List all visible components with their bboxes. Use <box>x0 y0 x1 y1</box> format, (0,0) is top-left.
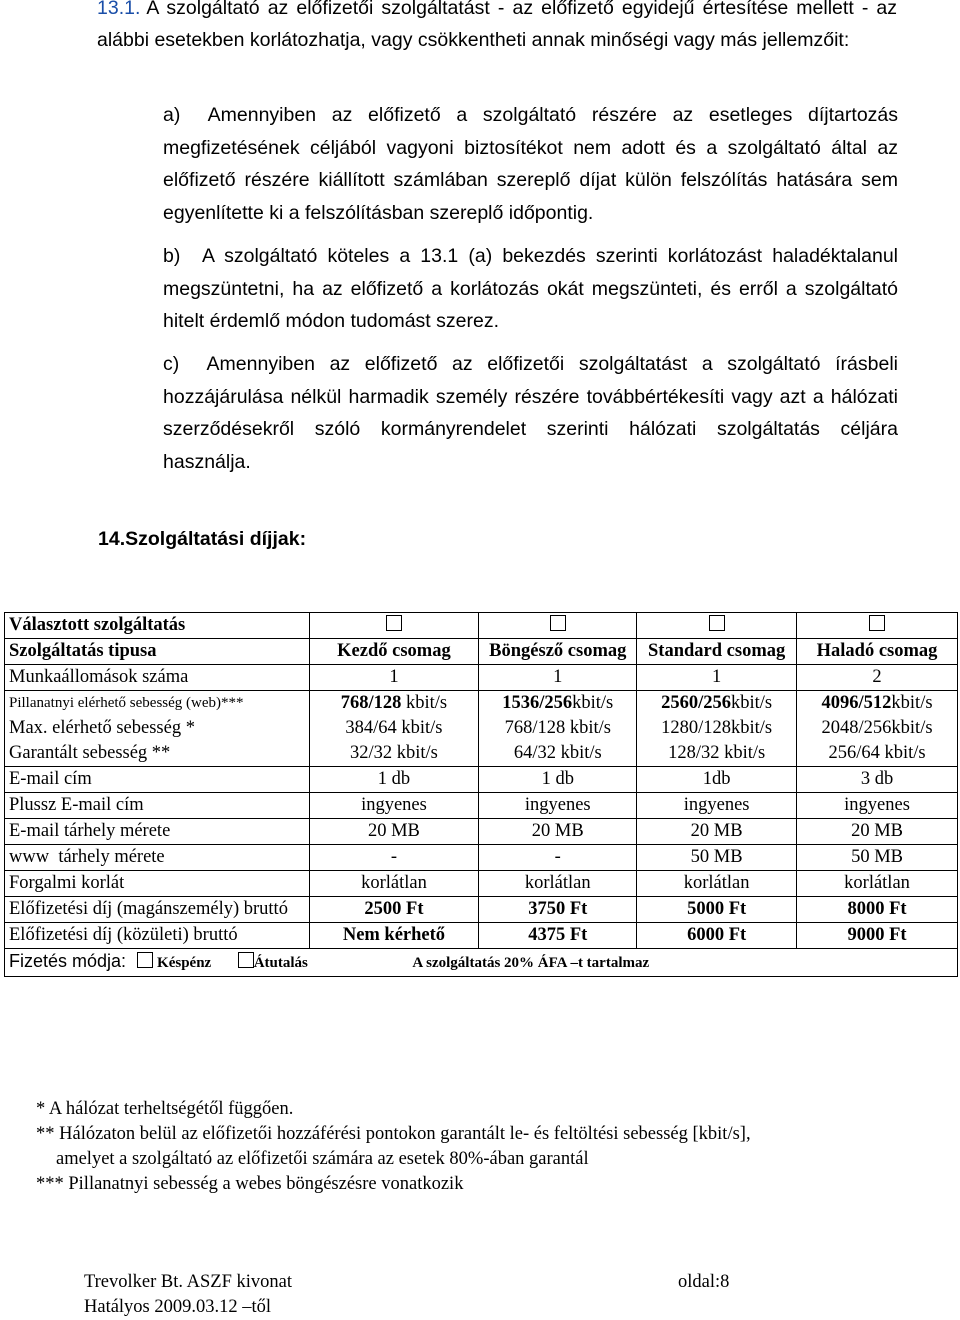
table-cell: 3 db <box>797 767 958 793</box>
table-row <box>5 845 958 871</box>
row-label: Plussz E-mail cím <box>5 793 310 819</box>
speed-labels <box>5 691 310 767</box>
table-cell: 20 MB <box>479 819 637 845</box>
row-label: Előfizetési díj (magánszemély) bruttó <box>5 897 310 923</box>
price-cell: 8000 Ft <box>797 897 958 923</box>
checkbox-bongeszo[interactable] <box>550 615 566 631</box>
table-row <box>5 613 958 639</box>
footnote: ** Hálózaton belül az előfizetői hozzáférési pontokon garantált le- és feltöltési sebesség [kbit/s], <box>36 1124 751 1144</box>
table-cell: 20 MB <box>637 819 797 845</box>
payment-option-cash: Késpénz <box>157 955 212 971</box>
payment-label: Fizetés módja: <box>9 951 127 971</box>
table-row <box>5 923 958 949</box>
page-number: oldal:8 <box>678 1272 730 1292</box>
item-label: c) <box>163 353 180 375</box>
list-item-c <box>163 348 898 478</box>
table-cell: ingyenes <box>479 793 637 819</box>
table-cell: - <box>479 845 637 871</box>
checkbox-cash[interactable] <box>137 952 153 968</box>
table-row <box>5 819 958 845</box>
service-type-label: Szolgáltatás tipusa <box>5 639 310 665</box>
section-number: 13.1. <box>97 0 141 19</box>
table-cell: 50 MB <box>637 845 797 871</box>
item-text: A szolgáltató köteles a 13.1 (a) bekezdés szerinti korlátozást haladéktalanul megszüntetni, ha az előfizető a korlátozás okát megszünteti, és erről a szolgáltató hitelt érdemlő módon tudomást szerez. <box>163 245 898 332</box>
selected-service-label: Választott szolgáltatás <box>5 613 310 639</box>
table-cell: ingyenes <box>309 793 479 819</box>
table-row <box>5 767 958 793</box>
table-cell: - <box>309 845 479 871</box>
footnote: * A hálózat terheltségétől függően. <box>36 1099 294 1119</box>
speed-cell: 1536/256kbit/s 768/128 kbit/s 64/32 kbit/s <box>479 691 637 767</box>
section-13-1-intro <box>97 0 897 56</box>
row-label: Garantált sebesség ** <box>9 743 171 763</box>
row-label: Előfizetési díj (közületi) bruttó <box>5 923 310 949</box>
row-label: Munkaállomások száma <box>5 665 310 691</box>
package-header: Haladó csomag <box>797 639 958 665</box>
speed-cell: 768/128 kbit/s 384/64 kbit/s 32/32 kbit/s <box>309 691 479 767</box>
table-cell: korlátlan <box>309 871 479 897</box>
table-row <box>5 665 958 691</box>
table-cell: korlátlan <box>479 871 637 897</box>
item-label: b) <box>163 245 181 267</box>
table-cell: 50 MB <box>797 845 958 871</box>
footer-company: Trevolker Bt. ASZF kivonat <box>84 1272 292 1292</box>
table-cell: 2 <box>797 665 958 691</box>
table-cell: 1 <box>479 665 637 691</box>
checkbox-kezdo[interactable] <box>386 615 402 631</box>
row-label: E-mail cím <box>5 767 310 793</box>
price-cell: 5000 Ft <box>637 897 797 923</box>
item-label: a) <box>163 104 181 126</box>
row-label: E-mail tárhely mérete <box>5 819 310 845</box>
footnotes <box>36 1097 751 1197</box>
price-cell: 9000 Ft <box>797 923 958 949</box>
footnote: amelyet a szolgáltató az előfizetői számára az esetek 80%-ában garantál <box>56 1149 589 1169</box>
table-cell: 1 <box>637 665 797 691</box>
price-cell: 2500 Ft <box>309 897 479 923</box>
list-item-a <box>163 99 898 229</box>
row-label: Max. elérhető sebesség * <box>9 718 195 738</box>
table-cell: 1 db <box>309 767 479 793</box>
section-14-title: 14.Szolgáltatási díjjak: <box>98 528 307 550</box>
section-intro-text: A szolgáltató az előfizetői szolgáltatást - az előfizető egyidejű értesítése mellett - az alábbi esetekben korlátozhatja, vagy csökkentheti annak minőségi vagy más jellemzőit: <box>97 0 897 51</box>
table-cell: ingyenes <box>797 793 958 819</box>
package-header: Böngésző csomag <box>479 639 637 665</box>
table-row <box>5 691 958 767</box>
table-cell: 1 <box>309 665 479 691</box>
list-item-b <box>163 240 898 338</box>
item-text: Amennyiben az előfizető a szolgáltató részére az esetleges díjtartozás megfizetésének céljából vagyoni biztosítékot nem adott és a szolgáltató által az előfizető részére kiállított számlában szereplő díjat külön felszólítás hatására sem egyenlítette ki a felszólításban szereplő időpontig. <box>163 104 899 224</box>
package-header: Kezdő csomag <box>309 639 479 665</box>
item-text: Amennyiben az előfizető az előfizetői szolgáltatást a szolgáltató írásbeli hozzájárulása nélkül harmadik személy részére továbbértékesíti vagy azt a hálózati szerződésekről szóló kormányrendelet szerinti hálózati szolgáltatás céljára használja. <box>163 353 898 473</box>
checkbox-halado[interactable] <box>869 615 885 631</box>
checkbox-transfer[interactable] <box>238 952 254 968</box>
speed-cell: 4096/512kbit/s 2048/256kbit/s 256/64 kbit/s <box>797 691 958 767</box>
payment-row <box>5 949 958 977</box>
page-footer <box>84 1270 730 1320</box>
table-row <box>5 871 958 897</box>
fees-table <box>4 612 958 977</box>
speed-cell: 2560/256kbit/s 1280/128kbit/s 128/32 kbit/s <box>637 691 797 767</box>
table-cell: 1db <box>637 767 797 793</box>
table-cell: 1 db <box>479 767 637 793</box>
table-row <box>5 639 958 665</box>
table-row <box>5 897 958 923</box>
price-cell: 3750 Ft <box>479 897 637 923</box>
price-cell: 4375 Ft <box>479 923 637 949</box>
footnote: *** Pillanatnyi sebesség a webes böngészésre vonatkozik <box>36 1174 464 1194</box>
checkbox-standard[interactable] <box>709 615 725 631</box>
package-header: Standard csomag <box>637 639 797 665</box>
vat-note: A szolgáltatás 20% ÁFA –t tartalmaz <box>412 955 650 971</box>
footer-effective-date: Hatályos 2009.03.12 –től <box>84 1297 272 1317</box>
table-cell: 20 MB <box>309 819 479 845</box>
payment-option-transfer: Átutalás <box>253 955 308 971</box>
price-cell: 6000 Ft <box>637 923 797 949</box>
row-label: www tárhely mérete <box>5 845 310 871</box>
table-cell: korlátlan <box>797 871 958 897</box>
table-cell: 20 MB <box>797 819 958 845</box>
table-cell: ingyenes <box>637 793 797 819</box>
table-cell: korlátlan <box>637 871 797 897</box>
price-cell: Nem kérhető <box>309 923 479 949</box>
table-row <box>5 793 958 819</box>
row-label: Forgalmi korlát <box>5 871 310 897</box>
row-label: Pillanatnyi elérhető sebesség (web)*** <box>9 695 244 711</box>
table-row <box>5 949 958 977</box>
